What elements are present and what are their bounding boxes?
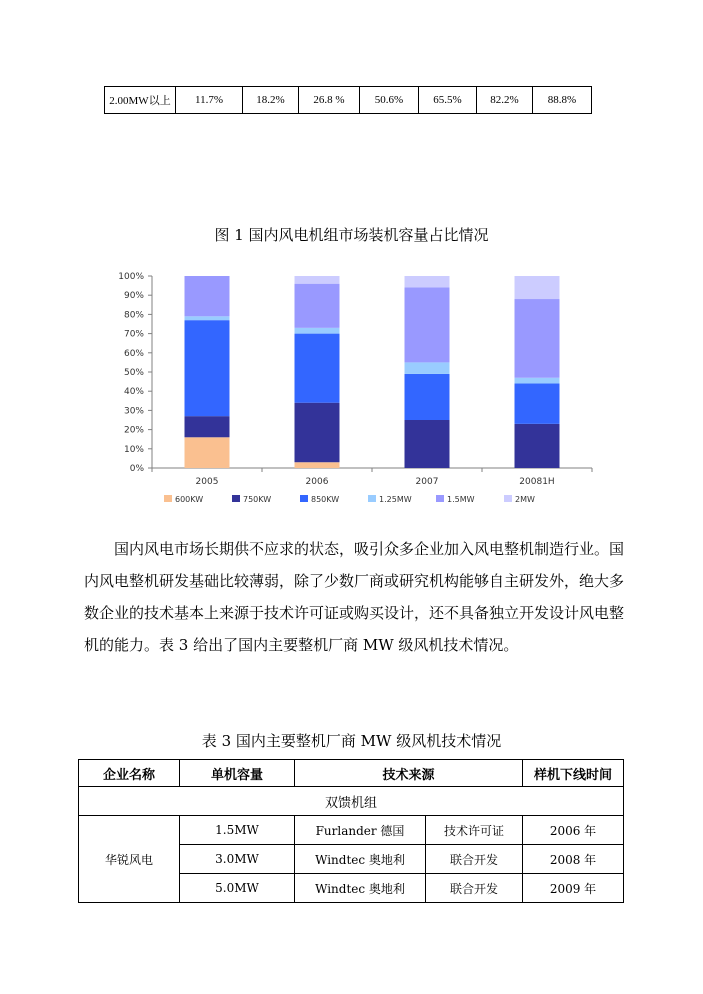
y-tick-label: 0% [129, 464, 144, 474]
bar-segment [515, 378, 560, 384]
legend-swatch [504, 495, 512, 502]
capacity-share-table [104, 86, 592, 114]
bar-segment [515, 299, 560, 378]
legend-label: 750KW [243, 495, 272, 504]
bar-segment [405, 420, 450, 468]
y-tick-label: 10% [123, 444, 144, 455]
bar-segment [515, 424, 560, 468]
x-tick-label: 2005 [195, 477, 219, 487]
section-label: 双馈机组 [79, 787, 624, 816]
bar-segment [405, 288, 450, 363]
date-cell: 2008 年 [523, 845, 624, 874]
origin-cell: Windtec 奥地利 [295, 874, 426, 903]
x-tick-label: 2006 [305, 477, 329, 487]
y-tick-label: 90% [123, 291, 144, 302]
bar-segment [185, 316, 230, 320]
bar-segment [405, 276, 450, 288]
bar-segment [405, 362, 450, 374]
manufacturer-tech-table [78, 759, 624, 903]
legend-label: 1.5MW [447, 495, 475, 504]
table-cell: 50.6% [360, 87, 419, 114]
legend-swatch [300, 495, 308, 502]
table-cell: 88.8% [533, 87, 592, 114]
bar-segment [185, 416, 230, 437]
x-tick-label: 2007 [415, 477, 439, 487]
bar-segment [405, 374, 450, 420]
stacked-bar-chart [108, 266, 598, 511]
table-row [79, 816, 624, 845]
table-header-row [79, 760, 624, 787]
bar-segment [295, 334, 340, 403]
legend-label: 2MW [515, 495, 535, 504]
date-cell: 2006 年 [523, 816, 624, 845]
method-cell: 联合开发 [426, 874, 523, 903]
y-tick-label: 40% [123, 387, 144, 398]
table-cell: 82.2% [477, 87, 533, 114]
legend-label: 1.25MW [379, 495, 412, 504]
legend-swatch [232, 495, 240, 502]
bar-segment [515, 276, 560, 299]
bar-segment [515, 384, 560, 424]
table-cell: 65.5% [419, 87, 477, 114]
table-cell: 11.7% [176, 87, 243, 114]
legend-swatch [436, 495, 444, 502]
figure-title: 图 1 国内风电机组市场装机容量占比情况 [214, 226, 489, 244]
header-capacity: 单机容量 [180, 760, 295, 787]
header-source: 技术来源 [295, 760, 523, 787]
bar-segment [295, 276, 340, 284]
body-paragraph: 国内风电市场长期供不应求的状态，吸引众多企业加入风电整机制造行业。国内风电整机研发基础比较薄弱，除了少数厂商或研究机构能够自主研发外，绝大多数企业的技术基本上来源于技术许可证或购买设计，还不具备独立开发设计风电整机的能力。表 3 给出了国内主要整机厂商 MW 级风机技术情况。 [84, 540, 625, 654]
table-cell: 26.8 % [299, 87, 360, 114]
company-cell: 华锐风电 [79, 816, 180, 903]
bar-segment [295, 462, 340, 468]
y-tick-label: 80% [123, 310, 144, 321]
bar-segment [185, 276, 230, 316]
header-company: 企业名称 [79, 760, 180, 787]
legend-swatch [368, 495, 376, 502]
legend-label: 850KW [311, 495, 340, 504]
method-cell: 技术许可证 [426, 816, 523, 845]
bar-segment [185, 320, 230, 416]
y-tick-label: 70% [123, 329, 144, 340]
legend-label: 600KW [175, 495, 204, 504]
y-tick-label: 50% [123, 368, 144, 378]
table-title: 表 3 国内主要整机厂商 MW 级风机技术情况 [201, 732, 502, 750]
x-tick-label: 20081H [519, 477, 555, 487]
legend-swatch [164, 495, 172, 502]
capacity-cell: 3.0MW [180, 845, 295, 874]
table-section-row [79, 787, 624, 816]
bar-segment [295, 328, 340, 334]
bar-segment [185, 437, 230, 468]
origin-cell: Furlander 德国 [295, 816, 426, 845]
capacity-cell: 5.0MW [180, 874, 295, 903]
capacity-cell: 1.5MW [180, 816, 295, 845]
header-date: 样机下线时间 [523, 760, 624, 787]
bar-segment [295, 284, 340, 328]
origin-cell: Windtec 奥地利 [295, 845, 426, 874]
table-cell: 18.2% [243, 87, 299, 114]
y-tick-label: 60% [123, 348, 144, 359]
y-tick-label: 30% [123, 406, 144, 417]
method-cell: 联合开发 [426, 845, 523, 874]
y-tick-label: 20% [123, 425, 144, 436]
bar-segment [295, 403, 340, 463]
table-row [105, 87, 592, 114]
table-cell: 2.00MW以上 [105, 87, 176, 114]
y-tick-label: 100% [118, 272, 144, 282]
date-cell: 2009 年 [523, 874, 624, 903]
